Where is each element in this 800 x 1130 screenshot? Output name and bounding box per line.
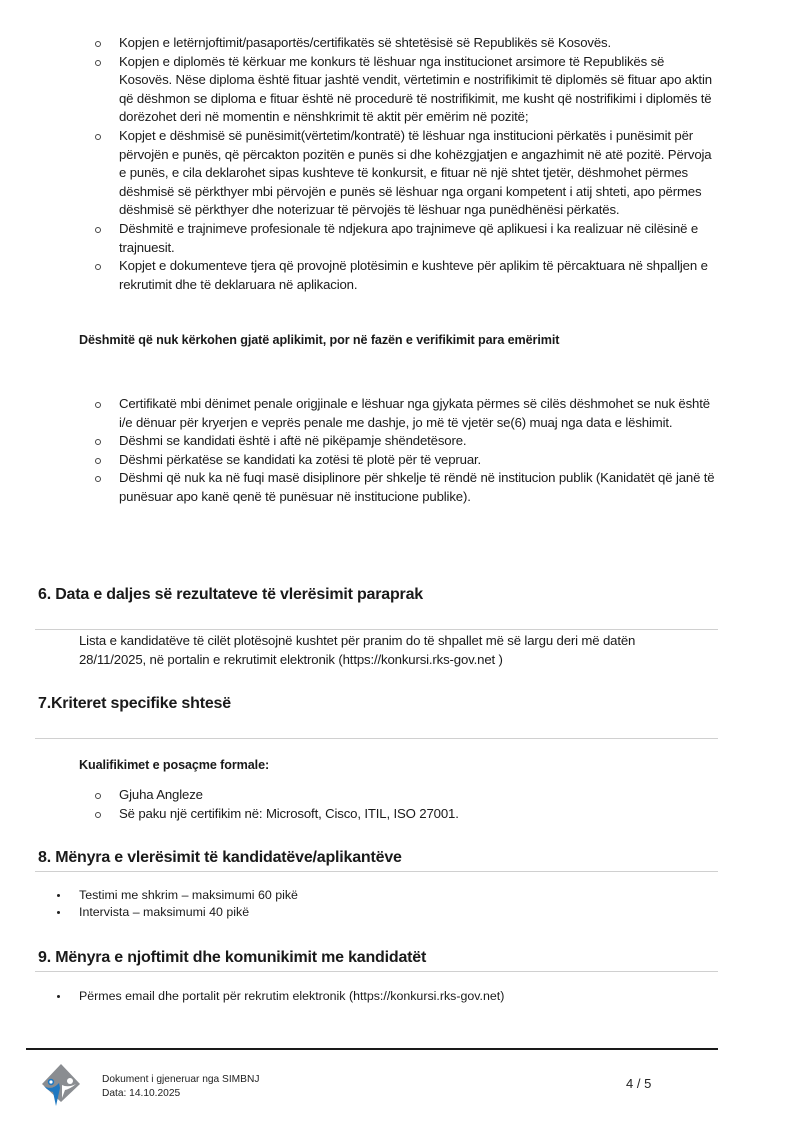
list-item: Testimi me shkrim – maksimumi 60 pikë — [55, 887, 298, 904]
section-8-title: 8. Mënyra e vlerësimit të kandidatëve/aplikantëve — [38, 849, 402, 866]
circle-bullet-icon — [95, 439, 101, 445]
circle-bullet-icon — [95, 793, 101, 799]
list-item: Gjuha Angleze — [95, 786, 715, 805]
footer-info — [102, 1073, 259, 1100]
list-item: Së paku një certifikim në: Microsoft, Cisco, ITIL, ISO 27001. — [95, 805, 715, 824]
bullet-dot-icon — [57, 911, 60, 914]
communication-list — [55, 988, 504, 1005]
list-item: Kopjen e letërnjoftimit/pasaportës/certifikatës së shtetësisë së Republikës së Kosovës. — [95, 34, 715, 53]
circle-bullet-icon — [95, 41, 101, 47]
section-7-title: 7.Kriteret specifike shtesë — [38, 695, 231, 712]
section-divider — [35, 871, 718, 872]
footer-divider — [26, 1048, 718, 1050]
verification-documents-list — [95, 395, 715, 507]
circle-bullet-icon — [95, 812, 101, 818]
section-divider — [35, 629, 718, 630]
circle-bullet-icon — [95, 134, 101, 140]
document-date: Data: 14.10.2025 — [102, 1087, 181, 1099]
page-number: 4 / 5 — [626, 1076, 652, 1091]
circle-bullet-icon — [95, 476, 101, 482]
list-item: Kopjet e dëshmisë së punësimit(vërtetim/kontratë) të lëshuar nga institucioni përkatës i punësimit për përvojën e punës, që përcakton pozitën e punës si dhe kohëzgjatjen e angazhimit në atë pozitë. Përvoja e punës, e cila deklarohet sipas kushteve të konkursit, e fituar në një shtet tjetër, dëshmohet përmes dëshmisë së përkthyer mbi përvojën e punës së lëshuar nga organi kompetent i atij shteti, apo përmes dëshmisë së përkthyer dhe noterizuar të përvojës të lëshuar nga punëdhënësi përkatës. — [95, 127, 715, 220]
section-6-text: Lista e kandidatëve të cilët plotësojnë kushtet për pranim do të shpallet më së largu deri më datën 28/11/2025, në portalin e rekrutimit elektronik (https://konkursi.rks-gov.net ) — [79, 633, 636, 667]
section-9-title: 9. Mënyra e njoftimit dhe komunikimit me kandidatët — [38, 949, 427, 966]
section-6-title: 6. Data e daljes së rezultateve të vlerësimit paraprak — [38, 586, 423, 603]
list-item: Përmes email dhe portalit për rekrutim elektronik (https://konkursi.rks-gov.net) — [55, 988, 504, 1005]
circle-bullet-icon — [95, 227, 101, 233]
section-divider — [35, 738, 718, 739]
list-item: Intervista – maksimumi 40 pikë — [55, 904, 298, 921]
list-item: Dëshmi që nuk ka në fuqi masë disiplinore për shkelje të rëndë në institucion publik (Kanidatët që janë të punësuar apo kanë qenë të punësuar në institucione publike). — [95, 469, 715, 506]
circle-bullet-icon — [95, 402, 101, 408]
evaluation-list — [55, 887, 298, 921]
list-item: Kopjen e diplomës të kërkuar me konkurs të lëshuar nga institucionet arsimore të Republikës së Kosovës. Nëse diploma është fituar jashtë vendit, vërtetimin e nostrifikimit të diplomës së fituar apo aktin që dëshmon se diploma e fituar është në procedurë të nostrifikimit, me kusht që nostrifikimi i diplomës të dorëzohet deri në momentin e nënshkrimit të aktit për emërim në pozitë; — [95, 53, 715, 127]
list-item: Kopjet e dokumenteve tjera që provojnë plotësimin e kushteve për aplikim të përcaktuara në shpalljen e rekrutimit dhe të deklaruara në aplikacion. — [95, 257, 715, 294]
circle-bullet-icon — [95, 60, 101, 66]
bullet-dot-icon — [57, 894, 60, 897]
simbnj-logo-icon — [40, 1062, 82, 1108]
verification-heading: Dëshmitë që nuk kërkohen gjatë aplikimit, por në fazën e verifikimit para emërimit — [79, 333, 560, 347]
list-item: Dëshmi përkatëse se kandidati ka zotësi të plotë për të vepruar. — [95, 451, 715, 470]
circle-bullet-icon — [95, 264, 101, 270]
circle-bullet-icon — [95, 458, 101, 464]
bullet-dot-icon — [57, 995, 60, 998]
required-documents-list — [95, 34, 715, 294]
generated-by-text: Dokument i gjeneruar nga SIMBNJ — [102, 1074, 260, 1085]
section-divider — [35, 971, 718, 972]
section-7-subheading: Kualifikimet e posaçme formale: — [79, 758, 270, 772]
qualifications-list — [95, 786, 715, 823]
list-item: Dëshmi se kandidati është i aftë në pikëpamje shëndetësore. — [95, 432, 715, 451]
list-item: Certifikatë mbi dënimet penale origjinale e lëshuar nga gjykata përmes së cilës dëshmohet se nuk është i/e dënuar për kryerjen e veprës penale me dashje, jo më të vjetër se(6) muaj nga data e lëshimit. — [95, 395, 715, 432]
list-item: Dëshmitë e trajnimeve profesionale të ndjekura apo trajnimeve që aplikuesi i ka realizuar në cilësinë e trajnuesit. — [95, 220, 715, 257]
